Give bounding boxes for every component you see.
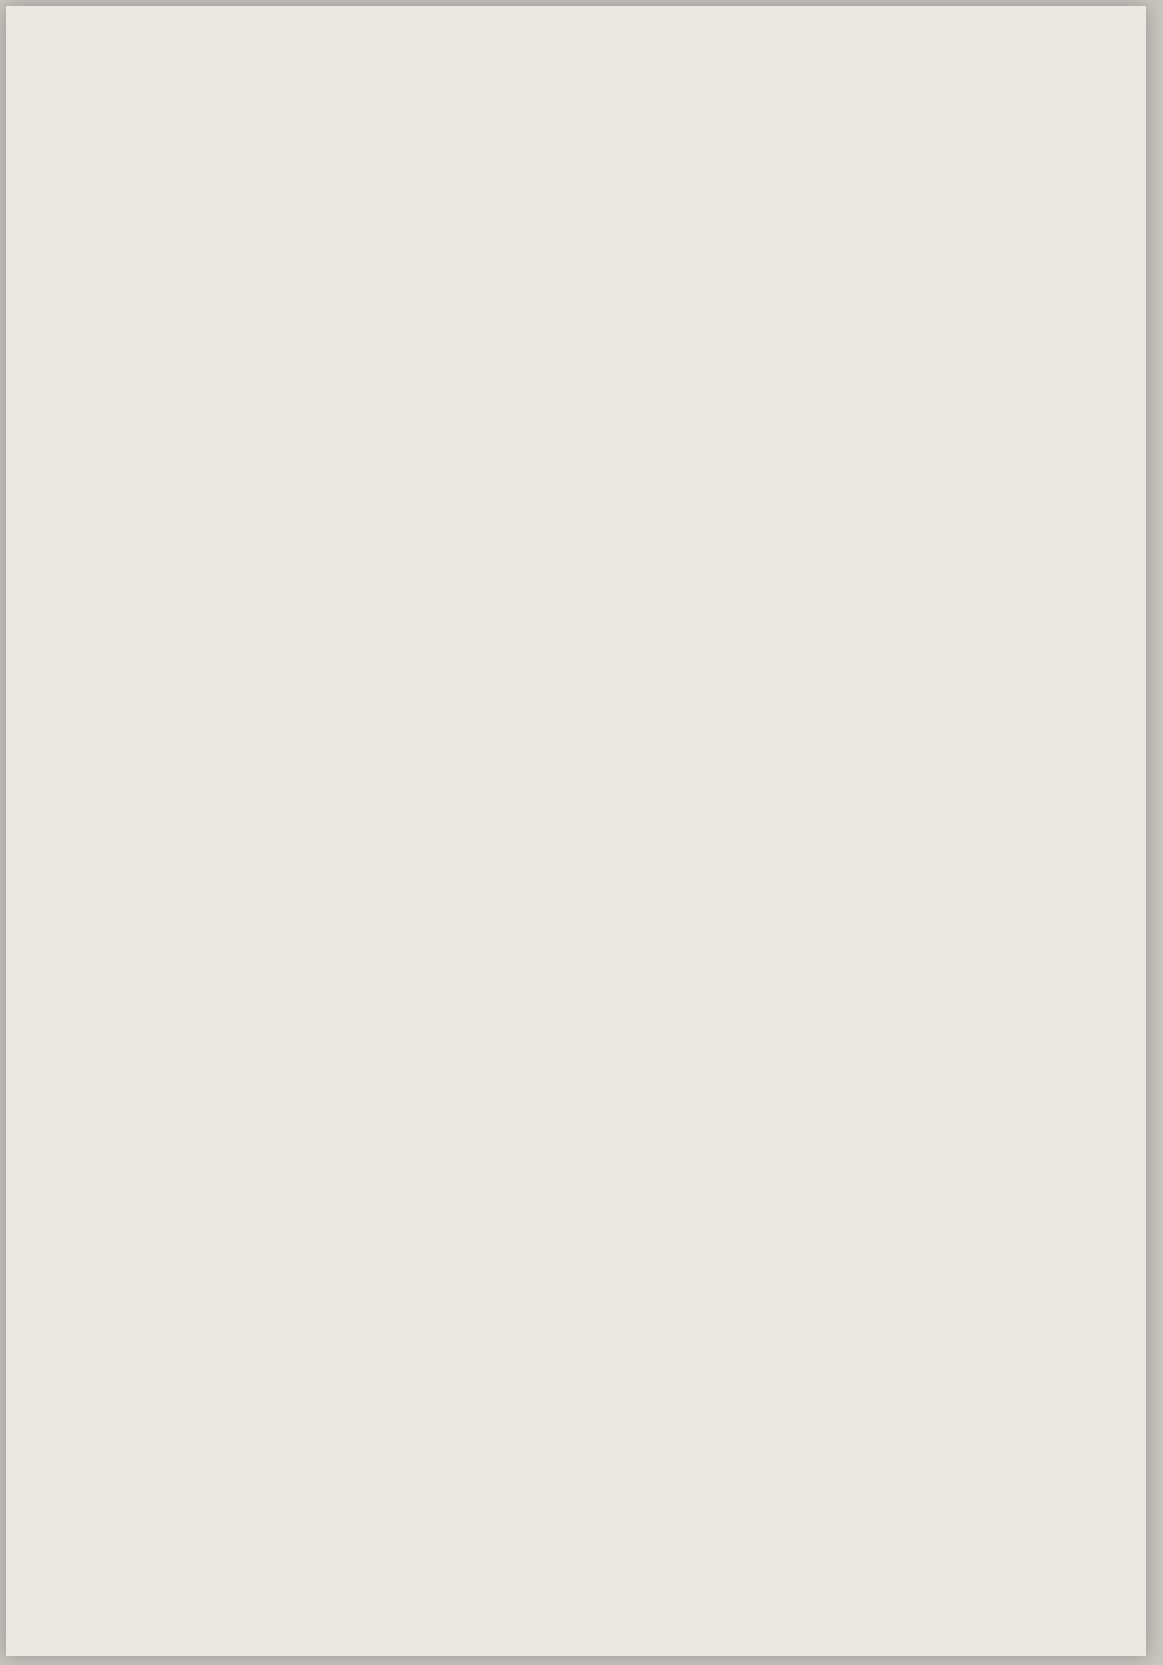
exam-page bbox=[6, 6, 1146, 1656]
page-content bbox=[36, 34, 1096, 66]
classical-passage bbox=[36, 34, 1096, 66]
page-footer bbox=[6, 1603, 1146, 1643]
